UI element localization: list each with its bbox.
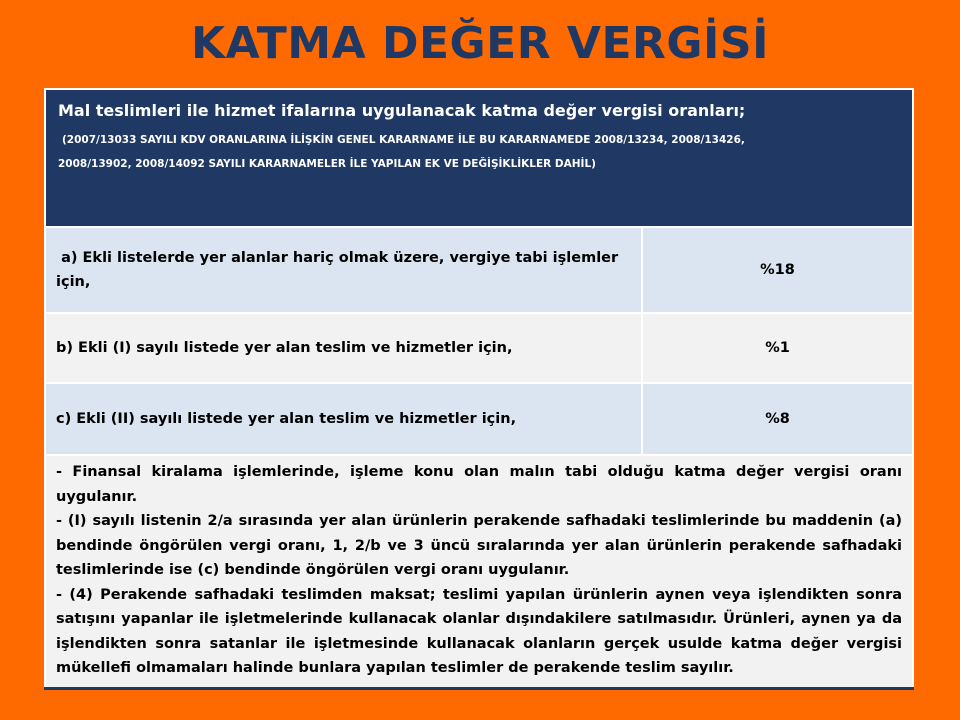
row-description: c) Ekli (II) sayılı listede yer alan teslim ve hizmetler için, <box>45 383 642 455</box>
header-note-line-2: 2008/13902, 2008/14092 SAYILI KARARNAMELER İLE YAPILAN EK VE DEĞİŞİKLİKLER DAHİL) <box>58 158 596 170</box>
row-description: b) Ekli (I) sayılı listede yer alan teslim ve hizmetler için, <box>45 313 642 383</box>
row-rate: %1 <box>642 313 913 383</box>
table-header-title: Mal teslimleri ile hizmet ifalarına uygulanacak katma değer vergisi oranları; <box>58 101 746 120</box>
table-row <box>45 227 913 313</box>
row-description: a) Ekli listelerde yer alanlar hariç olmak üzere, vergiye tabi işlemler için, <box>45 227 642 313</box>
note-paragraph: - Finansal kiralama işlemlerinde, işleme konu olan malın tabi olduğu katma değer vergisi oranı uygulanır. <box>56 464 903 505</box>
note-paragraph: - (I) sayılı listenin 2/a sırasında yer alan ürünlerin perakende safhadaki teslimlerinde bu maddenin (a) bendinde öngörülen vergi oranı, 1, 2/b ve 3 üncü sıralarında yer alan ürünlerin perakende safhadaki teslimlerinde ise (c) bendinde öngörülen vergi oranı uygulanır. <box>56 513 903 578</box>
table-header-note <box>58 128 900 176</box>
notes-row <box>45 455 913 688</box>
row-rate: %8 <box>642 383 913 455</box>
table-header-row <box>45 89 913 227</box>
table-row <box>45 383 913 455</box>
page-title: KATMA DEĞER VERGİSİ <box>191 18 769 69</box>
note-paragraph: - (4) Perakende safhadaki teslimden maksat; teslimi yapılan ürünlerin aynen veya işlendikten sonra satışını yapanlar ile işletmelerinde kullanacak olanlar dışındakilere satılmasıdır. Ürünleri, aynen ya da işlendikten sonra satanlar ile işletmesinde kullanacak olanların gerçek usulde katma değer vergisi mükellefi olmamaları halinde bunlara yapılan teslimler de perakende teslim sayılır. <box>56 586 903 676</box>
row-rate: %18 <box>642 227 913 313</box>
notes-cell <box>45 455 913 688</box>
header-note-line-1: (2007/13033 SAYILI KDV ORANLARINA İLİŞKİN GENEL KARARNAME İLE BU KARARNAMEDE 2008/13234, 2008/13426, <box>62 134 745 146</box>
vat-rates-table <box>44 88 914 690</box>
table-header-cell <box>45 89 913 227</box>
table-row <box>45 313 913 383</box>
